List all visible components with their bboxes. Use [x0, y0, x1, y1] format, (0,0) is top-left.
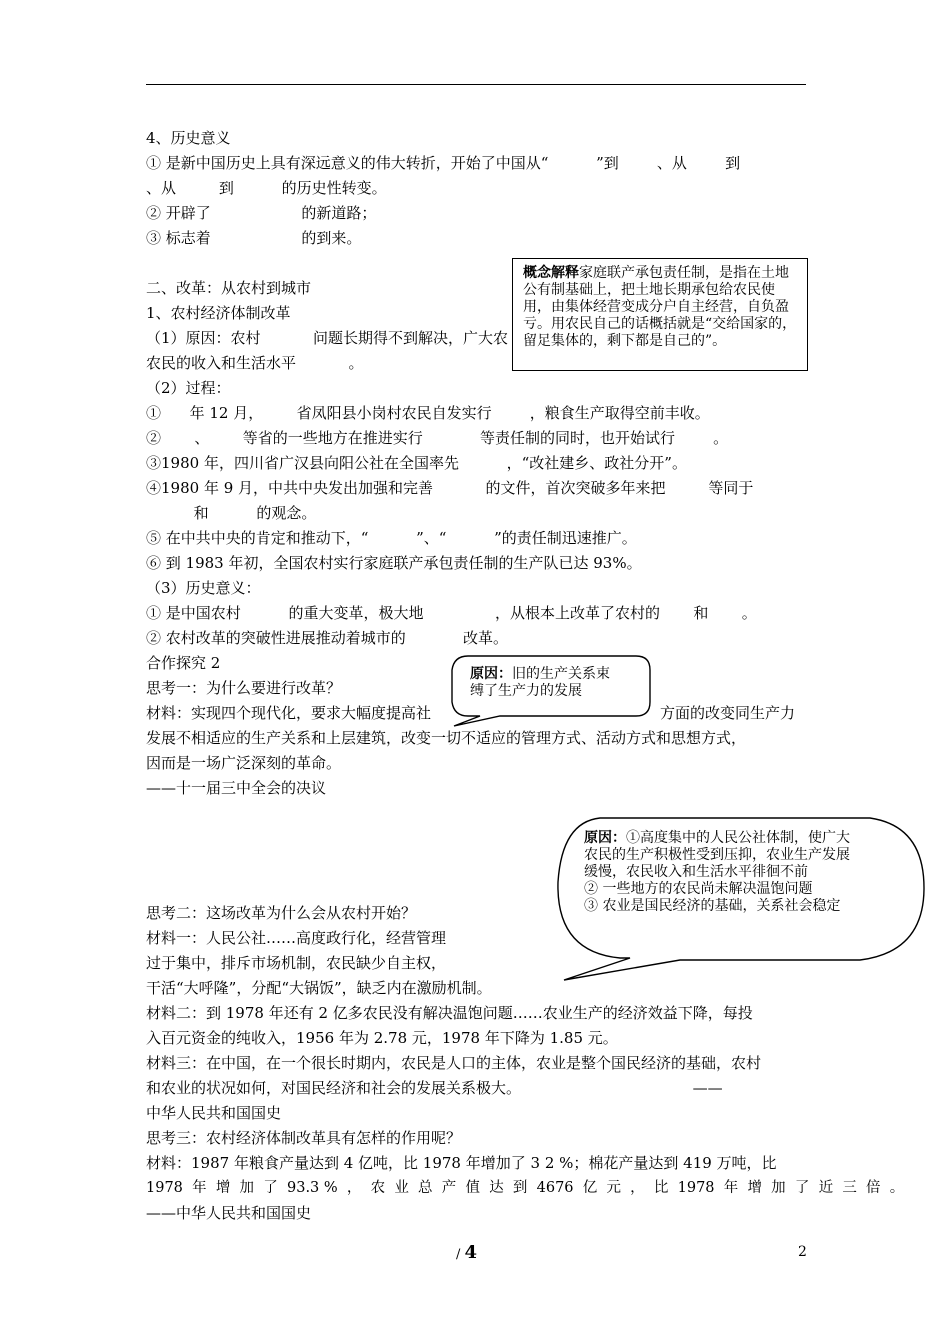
- bubble-1-line-1: [470, 666, 610, 683]
- bubble-1-text: 旧的生产关系束: [512, 666, 610, 682]
- text-line: ① 是中国农村 的重大变革，极大地 ，从根本上改革了农村的 和 。: [146, 604, 757, 622]
- question-3: 思考三：农村经济体制改革具有怎样的作用呢？: [146, 1129, 462, 1147]
- text-line: 过于集中，排斥市场机制，农民缺少自主权，: [146, 954, 447, 972]
- source-citation: ——十一届三中全会的决议: [146, 779, 327, 797]
- subsection-heading: 1、农村经济体制改革: [146, 304, 291, 322]
- text-line: 因而是一场广泛深刻的革命。: [146, 754, 342, 772]
- text-line: 干活“大呼隆”，分配“大锅饭”，缺乏内在激励机制。: [146, 979, 492, 997]
- text-line: （1）原因：农村 问题长期得不到解决，广大农: [146, 329, 508, 347]
- text-line: （2）过程：: [146, 379, 231, 397]
- bubble-2-text: ①高度集中的人民公社体制，使广大: [626, 830, 850, 846]
- concept-box-heading: 概念解释: [523, 265, 579, 281]
- text-line: ② 、 等省的一些地方在推进实行 等责任制的同时，也开始试行 。: [146, 429, 729, 447]
- bubble-2-line-3: 缓慢，农民收入和生活水平徘徊不前: [584, 864, 808, 880]
- bubble-2-line-5: ③ 农业是国民经济的基础，关系社会稳定: [584, 898, 841, 914]
- text-line: 1978 年 增 加 了 93.3 % ， 农 业 总 产 值 达 到 4676 亿 元 ， 比 1978 年 增 加 了 近 三 倍 。: [146, 1180, 905, 1196]
- question-1: 思考一：为什么要进行改革？: [146, 679, 342, 697]
- text-line: ⑥ 到 1983 年初，全国农村实行家庭联产承包责任制的生产队已达 93%。: [146, 554, 642, 572]
- text-line: ⑤ 在中共中央的肯定和推动下，“ ”、“ ”的责任制迅速推广。: [146, 529, 637, 547]
- text-line: 发展不相适应的生产关系和上层建筑，改变一切不适应的管理方式、活动方式和思想方式，: [146, 729, 747, 747]
- text-line: （3）历史意义：: [146, 579, 261, 597]
- text-line: 和农业的状况如何，对国民经济和社会的发展关系极大。 ——: [146, 1079, 723, 1097]
- text-line: ④1980 年 9 月，中共中央发出加强和完善 的文件，首次突破多年来把 等同于: [146, 479, 754, 497]
- text-line: 、从 到 的历史性转变。: [146, 179, 387, 197]
- cooperation-heading: 合作探究 2: [146, 654, 221, 672]
- bubble-2-line-4: ② 一些地方的农民尚未解决温饱问题: [584, 881, 813, 897]
- text-line: ② 农村改革的突破性进展推动着城市的 改革。: [146, 629, 508, 647]
- text-line: 材料：实现四个现代化，要求大幅度提高社: [146, 704, 432, 722]
- text-line: 入百元资金的纯收入，1956 年为 2.78 元，1978 年下降为 1.85 元。: [146, 1029, 618, 1047]
- page-count-total: 4: [464, 1242, 478, 1263]
- text-line: ① 是新中国历史上具有深远意义的伟大转折，开始了中国从“ ”到 、从 到: [146, 154, 741, 172]
- page-number: 2: [798, 1244, 807, 1260]
- text-line-fragment: 方面的改变同生产力: [660, 704, 796, 722]
- bubble-2-line-2: 农民的生产积极性受到压抑，农业生产发展: [584, 847, 850, 863]
- text-line: 和 的观念。: [146, 504, 317, 522]
- page-count: [456, 1242, 477, 1263]
- text-line: 材料三：在中国，在一个很长时期内，农民是人口的主体，农业是整个国民经济的基础，农村: [146, 1054, 762, 1072]
- text-line: 材料二：到 1978 年还有 2 亿多农民没有解决温饱问题……农业生产的经济效益下降，每投: [146, 1004, 753, 1022]
- bubble-1-line-2: 缚了生产力的发展: [470, 683, 582, 699]
- page-count-slash: /: [456, 1247, 461, 1262]
- text-line: 材料：1987 年粮食产量达到 4 亿吨，比 1978 年增加了 3 2 %；棉花产量达到 419 万吨，比: [146, 1154, 777, 1172]
- bubble-2-heading: 原因：: [584, 830, 626, 846]
- concept-box-text: 家庭联产承包责任制，是指在土地公有制基础上，把土地长期承包给农民使用，由集体经营变成分户自主经营，自负盈亏。用农民自己的话概括就是“交给国家的，留足集体的，剩下都是自己的”。: [523, 265, 797, 349]
- text-line: ② 开辟了 的新道路；: [146, 204, 377, 222]
- text-line: 材料一：人民公社……高度政行化，经营管理: [146, 929, 447, 947]
- bubble-1-heading: 原因：: [470, 666, 512, 682]
- concept-box: [512, 258, 808, 371]
- source-citation: 中华人民共和国国史: [146, 1104, 282, 1122]
- text-line: ③1980 年，四川省广汉县向阳公社在全国率先 ，“改社建乡、政社分开”。: [146, 454, 687, 472]
- section-2-heading: 二、改革：从农村到城市: [146, 279, 312, 297]
- text-line: 农民的收入和生活水平 。: [146, 354, 364, 372]
- question-2: 思考二：这场改革为什么会从农村开始？: [146, 904, 417, 922]
- text-line: ① 年 12 月， 省凤阳县小岗村农民自发实行 ，粮食生产取得空前丰收。: [146, 404, 710, 422]
- bubble-2-line-1: [584, 830, 850, 847]
- header-rule: [146, 84, 806, 85]
- section-4-heading: 4、历史意义: [146, 129, 231, 147]
- text-line: ③ 标志着 的到来。: [146, 229, 362, 247]
- source-citation: ——中华人民共和国国史: [146, 1204, 312, 1222]
